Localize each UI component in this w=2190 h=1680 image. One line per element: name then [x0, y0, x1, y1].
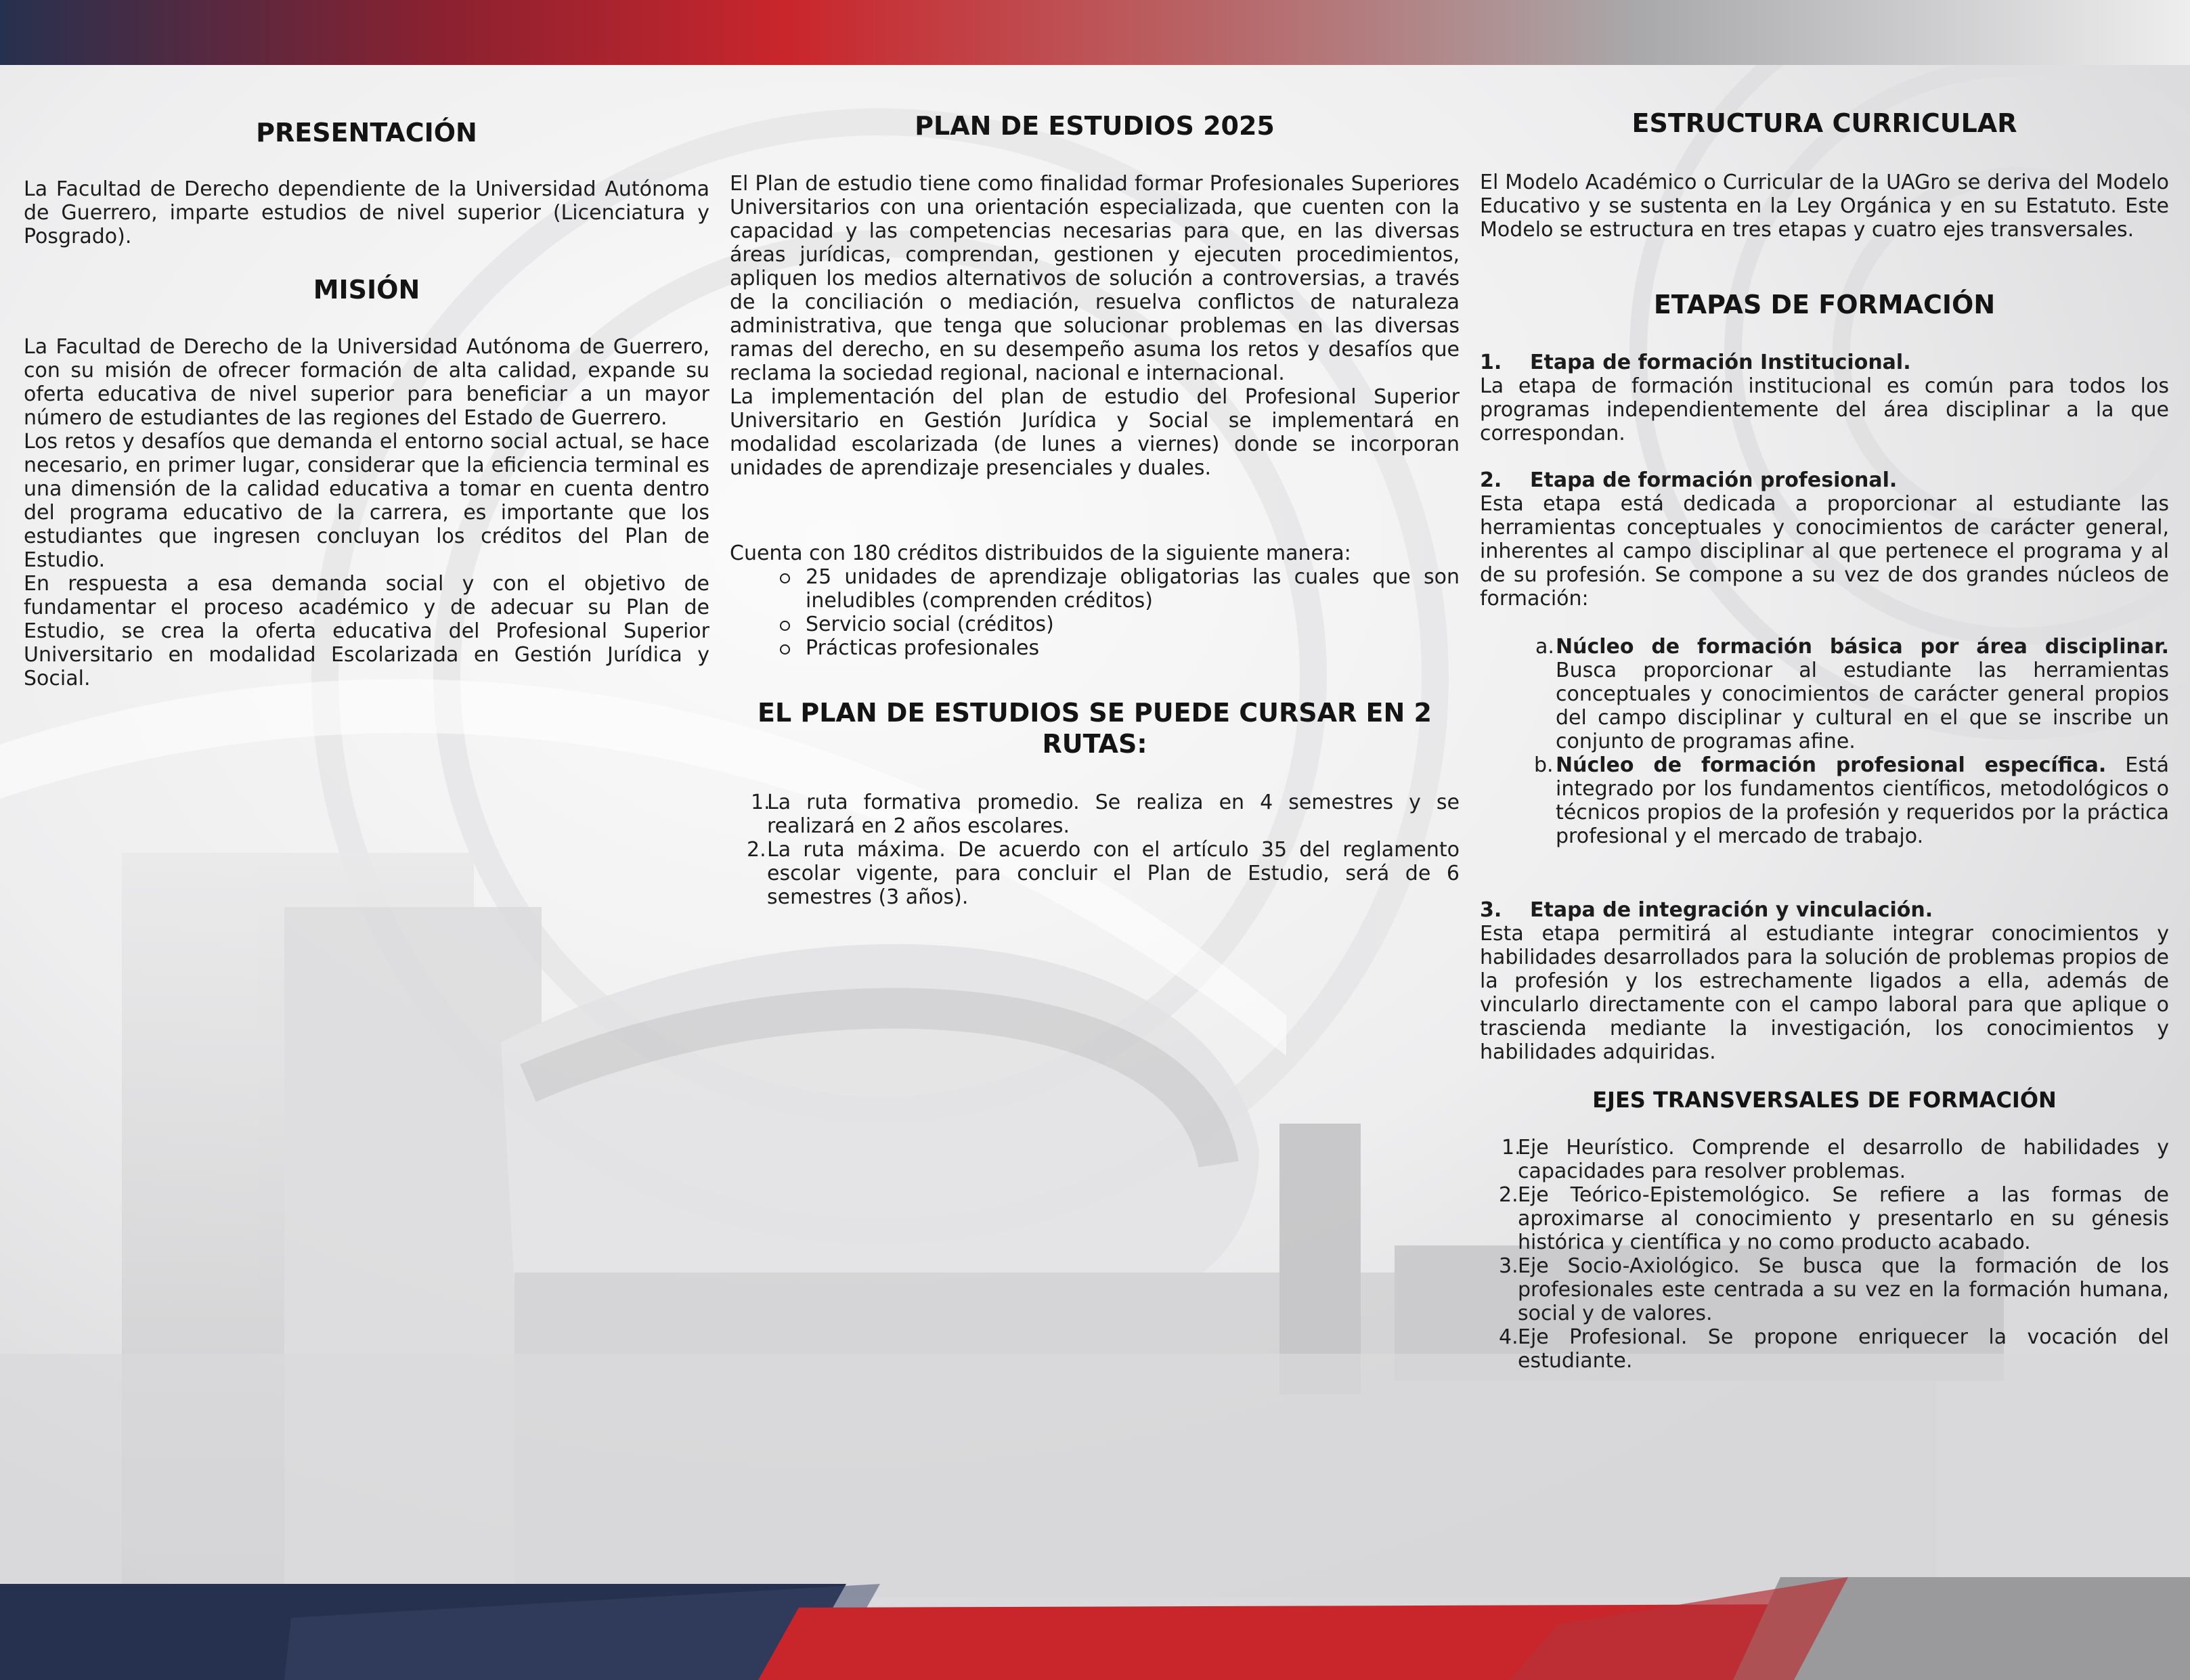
rutas-title — [730, 697, 1460, 759]
nucleos-list — [1480, 635, 2169, 848]
credits-intro: Cuenta con 180 créditos distribuidos de la siguiente manera: — [730, 541, 1351, 565]
list-number: 1. — [751, 791, 770, 814]
stage-text: Esta etapa permitirá al estudiante integrar conocimientos y habilidades desarrollados para la solución de problemas propios de la profesión y los estrechamente ligados a ella, además de vincularlo directamente con el campo laboral para que aplique o trascienda mediante la investigación, los conocimientos y habilidades adquiridas. — [1480, 922, 2169, 1064]
list-item: b. Núcleo de formación profesional específica. Está integrado por los fundamentos científicos, metodológicos o técnicos propios de la profesión y requeridos por la práctica profesional y el mercado de trabajo. — [1534, 753, 2169, 848]
list-item: 4. Eje Profesional. Se propone enriquecer la vocación del estudiante. — [1499, 1325, 2169, 1373]
stage-text: Esta etapa está dedicada a proporcionar al estudiante las herramientas conceptuales y conocimientos de carácter general, inherentes al campo disciplinar al que pertenece el programa y al de su profesión. Se compone a su vez de dos grandes núcleos de formación: — [1480, 492, 2169, 611]
list-item: 2. La ruta máxima. De acuerdo con el artículo 35 del reglamento escolar vigente, para concluir el Plan de Estudio, será de 6 semestres (3 años). — [747, 838, 1460, 909]
rutas-list — [730, 791, 1460, 909]
ejes-list — [1480, 1136, 2169, 1373]
plan-title: PLAN DE ESTUDIOS 2025 — [915, 111, 1275, 141]
estructura-title: ESTRUCTURA CURRICULAR — [1631, 108, 2017, 138]
rutas-title-line: EL PLAN DE ESTUDIOS SE PUEDE CURSAR EN 2 — [758, 698, 1432, 728]
presentacion-text: La Facultad de Derecho dependiente de la Universidad Autónoma de Guerrero, imparte estudios de nivel superior (Licenciatura y Posgrado). — [24, 177, 709, 248]
list-number: 2. — [1499, 1183, 1518, 1207]
list-number: 4. — [1499, 1325, 1518, 1349]
ejes-title: EJES TRANSVERSALES DE FORMACIÓN — [1592, 1087, 2057, 1113]
list-letter: b. — [1534, 753, 1554, 777]
list-number: 2. — [747, 838, 766, 862]
list-item: Prácticas profesionales — [730, 636, 1460, 660]
mision-paragraph: En respuesta a esa demanda social y con el objetivo de fundamentar el proceso académico y de adecuar su Plan de Estudio, se crea la oferta educativa del Profesional Superior Universitario en modalidad Escolarizada en Gestión Jurídica y Social. — [24, 572, 709, 690]
mision-title: MISIÓN — [313, 275, 420, 305]
stage-heading: 1. Etapa de formación Institucional. — [1480, 351, 1911, 374]
mision-text — [24, 335, 709, 690]
list-item: Servicio social (créditos) — [730, 613, 1460, 636]
credits-list — [730, 565, 1460, 660]
plan-text — [730, 172, 1460, 480]
list-item: 1. La ruta formativa promedio. Se realiza en 4 semestres y se realizará en 2 años escolares. — [751, 791, 1460, 838]
stage-heading: 2. Etapa de formación profesional. — [1480, 468, 1898, 492]
list-item: a. Núcleo de formación básica por área disciplinar. Busca proporcionar al estudiante las herramientas conceptuales y conocimientos de carácter general propios del campo disciplinar y cultural en el que se inscribe un conjunto de programas afine. — [1535, 635, 2169, 753]
list-item: 1. Eje Heurístico. Comprende el desarrollo de habilidades y capacidades para resolver problemas. — [1502, 1136, 2169, 1183]
list-item: 25 unidades de aprendizaje obligatorias las cuales que son ineludibles (comprenden créditos) — [730, 565, 1460, 613]
mision-paragraph: La Facultad de Derecho de la Universidad Autónoma de Guerrero, con su misión de ofrecer formación de alta calidad, expande su oferta educativa de nivel superior para beneficiar a un mayor número de estudiantes de las regiones del Estado de Guerrero. — [24, 335, 709, 430]
list-number: 3. — [1499, 1254, 1518, 1278]
list-letter: a. — [1535, 635, 1554, 659]
bullet-icon — [780, 573, 790, 583]
plan-paragraph: La implementación del plan de estudio del Profesional Superior Universitario en Gestión Jurídica y Social se implementará en modalidad escolarizada (de lunes a viernes) donde se incorporan unidades de aprendizaje presenciales y duales. — [730, 385, 1460, 480]
mision-paragraph: Los retos y desafíos que demanda el entorno social actual, se hace necesario, en primer lugar, considerar que la eficiencia terminal es una dimensión de la calidad educativa a tomar en cuenta dentro del programa educativo de la carrera, es importante que los estudiantes que ingresen concluyan los créditos del Plan de Estudio. — [24, 430, 709, 572]
estructura-text: El Modelo Académico o Curricular de la UAGro se deriva del Modelo Educativo y se sustenta en la Ley Orgánica y en su Estatuto. Este Modelo se estructura en tres etapas y cuatro ejes transversales. — [1480, 171, 2169, 242]
rutas-title-line: RUTAS: — [1042, 729, 1147, 759]
bullet-icon — [780, 621, 790, 631]
plan-paragraph: El Plan de estudio tiene como finalidad formar Profesionales Superiores Universitarios con una orientación especializada, que cuenten con la capacidad y las competencias necesarias para que, en las diversas áreas jurídicas, comprendan, gestionen y ejecuten procedimientos, apliquen los medios alternativos de solución a controversias, a través de la conciliación o mediación, resuelva conflictos de naturaleza administrativa, que tenga que solucionar problemas en las diversas ramas del derecho, en su desempeño asuma los retos y desafíos que reclama la sociedad regional, nacional e internacional. — [730, 172, 1460, 385]
list-item: 2. Eje Teórico-Epistemológico. Se refiere a las formas de aproximarse al conocimiento y presentarlo en su génesis histórica y científica y no como producto acabado. — [1499, 1183, 2169, 1254]
stage-text: La etapa de formación institucional es común para todos los programas independientemente del área disciplinar a la que correspondan. — [1480, 374, 2169, 445]
stage-heading: 3. Etapa de integración y vinculación. — [1480, 898, 1933, 922]
etapas-title: ETAPAS DE FORMACIÓN — [1653, 290, 1996, 319]
presentacion-title: PRESENTACIÓN — [256, 118, 477, 148]
list-number: 1. — [1502, 1136, 1521, 1159]
bullet-icon — [780, 644, 790, 655]
list-item: 3. Eje Socio-Axiológico. Se busca que la formación de los profesionales este centrada a su vez en la formación humana, social y de valores. — [1499, 1254, 2169, 1325]
